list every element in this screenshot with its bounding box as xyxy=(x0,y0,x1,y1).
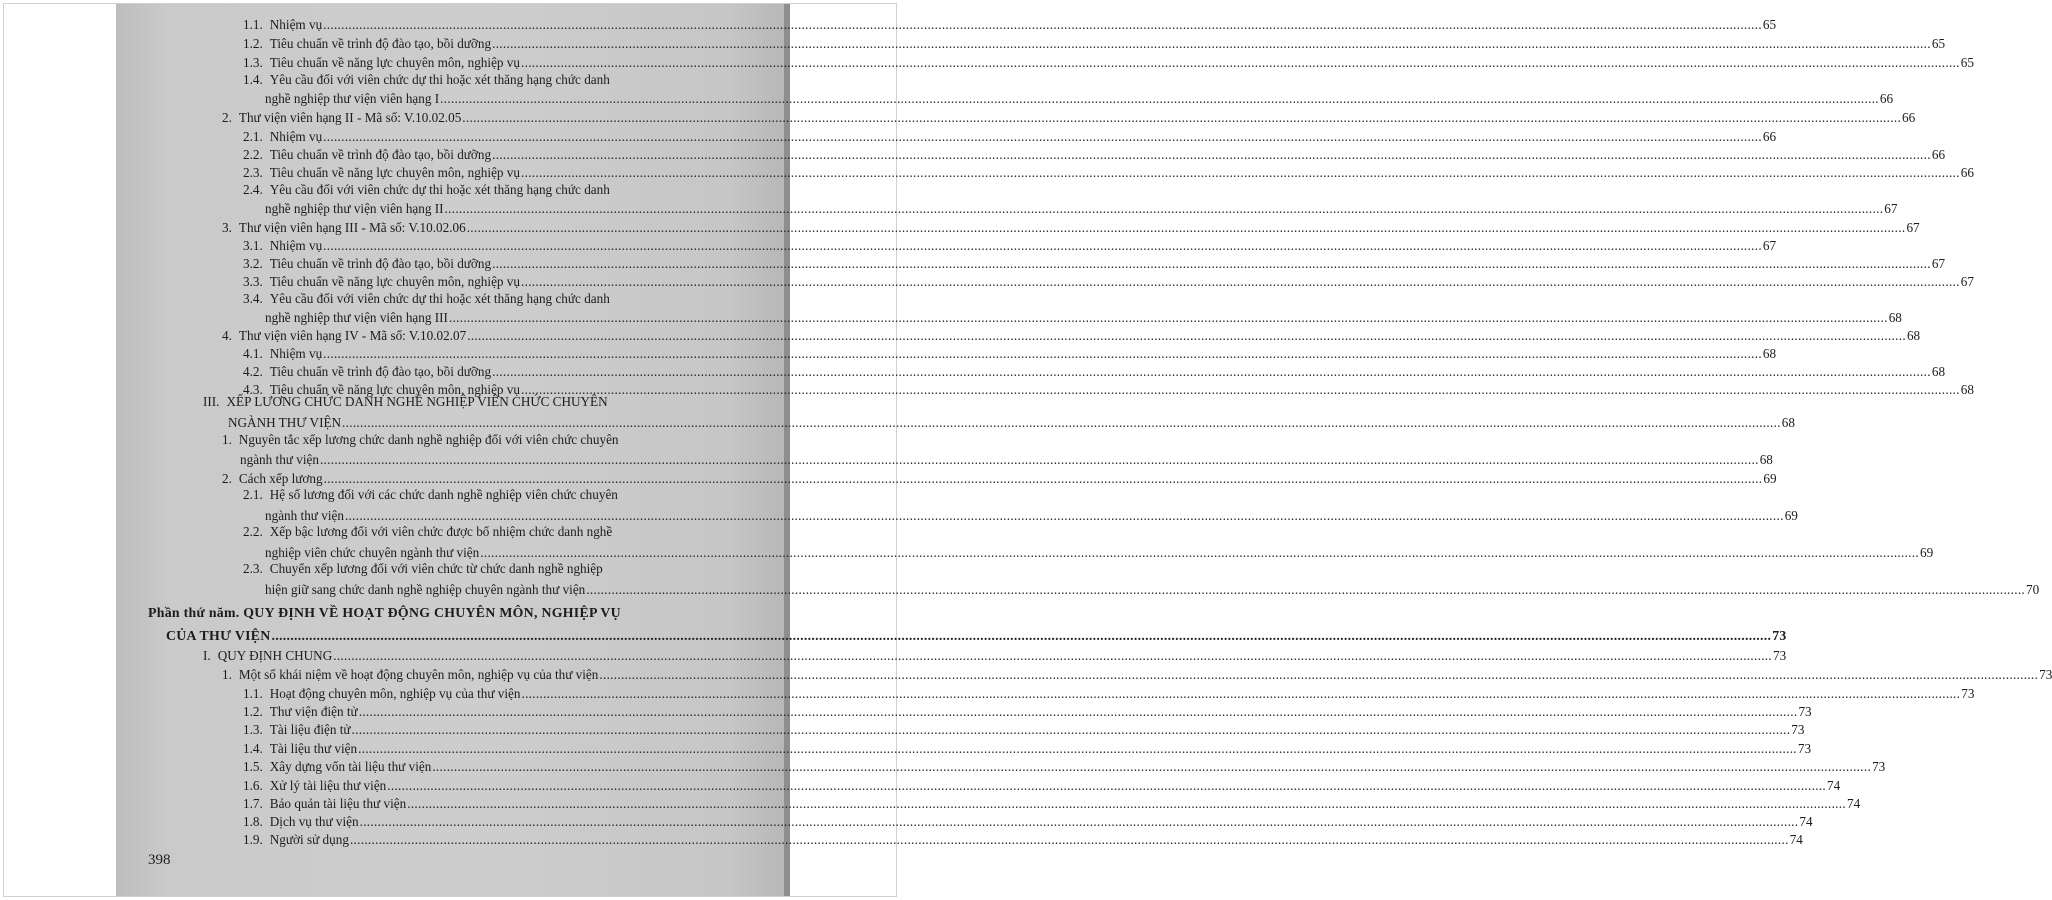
toc-entry xyxy=(265,506,1798,524)
toc-entry-title: ngành thư viện xyxy=(240,452,319,467)
toc-entry-page: 73 xyxy=(1791,722,1805,737)
toc-entry xyxy=(243,794,1861,812)
dot-leader: ................................................................................................................................................................................................................................................................................................................................................................................................................ xyxy=(319,452,1759,467)
toc-entry-page: 73 xyxy=(1798,704,1812,719)
toc-entry-number: 1.4. xyxy=(243,741,263,756)
toc-entry xyxy=(243,72,610,90)
toc-entry-page: 66 xyxy=(1902,110,1916,125)
toc-entry-title: Tiêu chuẩn về năng lực chuyên môn, nghiệp vụ xyxy=(269,274,520,289)
toc-entry-title: Tiêu chuẩn về năng lực chuyên môn, nghiệp vụ xyxy=(269,55,520,70)
toc-entry-title: Cách xếp lương xyxy=(238,471,323,486)
toc-entry xyxy=(243,487,618,505)
dot-leader: ................................................................................................................................................................................................................................................................................................................................................................................................................ xyxy=(358,741,1797,756)
toc-entry-number: 2. xyxy=(222,110,232,125)
toc-entry-title: Thư viện viên hạng IV - Mã số: V.10.02.07 xyxy=(238,328,467,343)
toc-entry-page: 67 xyxy=(1906,220,1920,235)
toc-entry-page: 66 xyxy=(1960,165,1974,180)
toc-entry-title: Tài liệu điện tử xyxy=(269,722,351,737)
toc-entry xyxy=(222,218,1920,236)
dot-leader: ................................................................................................................................................................................................................................................................................................................................................................................................................ xyxy=(351,722,1791,737)
dot-leader: ................................................................................................................................................................................................................................................................................................................................................................................................................ xyxy=(521,382,1960,397)
toc-entry-page: 69 xyxy=(1920,545,1934,560)
dot-leader: ................................................................................................................................................................................................................................................................................................................................................................................................................ xyxy=(521,686,1961,701)
dot-leader: ................................................................................................................................................................................................................................................................................................................................................................................................................ xyxy=(492,147,1931,162)
dot-leader: ................................................................................................................................................................................................................................................................................................................................................................................................................ xyxy=(586,582,2026,597)
toc-entry-title: hiện giữ sang chức danh nghề nghiệp chuyên ngành thư viện xyxy=(265,582,586,597)
toc-entry-title: Chuyển xếp lương đối với viên chức từ chức danh nghề nghiệp xyxy=(269,561,603,576)
toc-entry-page: 68 xyxy=(1960,382,1974,397)
toc-entry-number: 2.1. xyxy=(243,129,263,144)
toc-entry xyxy=(243,757,1886,775)
toc-entry xyxy=(243,524,612,542)
toc-entry-title: Phần thứ năm. QUY ĐỊNH VỀ HOẠT ĐỘNG CHUYÊN MÔN, NGHIỆP VỤ xyxy=(148,605,621,620)
toc-entry-number: 1.1. xyxy=(243,17,263,32)
toc-entry-title: QUY ĐỊNH CHUNG xyxy=(217,648,333,663)
toc-entry xyxy=(243,812,1813,830)
toc-entry-title: Xây dựng vốn tài liệu thư viện xyxy=(269,759,432,774)
toc-entry xyxy=(166,626,1787,644)
toc-entry-title: Tài liệu thư viện xyxy=(269,741,358,756)
toc-entry-page: 68 xyxy=(1888,310,1902,325)
toc-entry-page: 73 xyxy=(1872,759,1886,774)
toc-entry xyxy=(243,702,1812,720)
dot-leader: ................................................................................................................................................................................................................................................................................................................................................................................................................ xyxy=(492,36,1931,51)
toc-entry-title: nghề nghiệp thư viện viên hạng II xyxy=(265,201,444,216)
toc-entry-title: ngành thư viện xyxy=(265,508,344,523)
toc-entry-title: Thư viện viên hạng II - Mã số: V.10.02.05 xyxy=(238,110,462,125)
toc-entry-page: 73 xyxy=(1797,741,1812,756)
dot-leader: ................................................................................................................................................................................................................................................................................................................................................................................................................ xyxy=(387,778,1827,793)
toc-entry xyxy=(265,543,1934,561)
dot-leader: ................................................................................................................................................................................................................................................................................................................................................................................................................ xyxy=(521,165,1960,180)
toc-entry xyxy=(222,432,619,450)
toc-entry xyxy=(222,665,2052,683)
toc-entry-title: Một số khái niệm về hoạt động chuyên môn, nghiệp vụ của thư viện xyxy=(238,667,599,682)
toc-entry-title: Tiêu chuẩn về trình độ đào tạo, bồi dưỡng xyxy=(269,147,492,162)
toc-entry-number: 1. xyxy=(222,432,232,447)
toc-entry-number: III. xyxy=(203,394,220,409)
toc-entry xyxy=(203,394,608,412)
toc-entry-title: XẾP LƯƠNG CHỨC DANH NGHỀ NGHIỆP VIÊN CHỨC CHUYÊN xyxy=(226,394,608,409)
dot-leader: ................................................................................................................................................................................................................................................................................................................................................................................................................ xyxy=(407,796,1846,811)
toc-entry-number: 1.6. xyxy=(243,778,263,793)
toc-entry xyxy=(243,163,1974,181)
toc-entry xyxy=(222,469,1777,487)
toc-entry-number: 2.1. xyxy=(243,487,263,502)
toc-entry-page: 73 xyxy=(1772,628,1787,643)
dot-leader: ................................................................................................................................................................................................................................................................................................................................................................................................................ xyxy=(492,256,1931,271)
toc-entry-number: 1.7. xyxy=(243,796,263,811)
dot-leader: ................................................................................................................................................................................................................................................................................................................................................................................................................ xyxy=(333,648,1772,663)
dot-leader: ................................................................................................................................................................................................................................................................................................................................................................................................................ xyxy=(492,364,1931,379)
toc-entry-title: Yêu cầu đối với viên chức dự thi hoặc xét thăng hạng chức danh xyxy=(269,72,610,87)
toc-entry-page: 66 xyxy=(1762,129,1777,144)
toc-entry-page: 68 xyxy=(1781,415,1795,430)
toc-entry-title: Yêu cầu đối với viên chức dự thi hoặc xét thăng hạng chức danh xyxy=(269,291,610,306)
toc-entry-page: 73 xyxy=(2039,667,2052,682)
dot-leader: ................................................................................................................................................................................................................................................................................................................................................................................................................ xyxy=(349,832,1789,847)
dot-leader: ................................................................................................................................................................................................................................................................................................................................................................................................................ xyxy=(323,129,1762,144)
page-number: 398 xyxy=(148,852,171,868)
toc-entry-page: 65 xyxy=(1762,17,1777,32)
toc-entry xyxy=(222,326,1921,344)
toc-entry-page: 73 xyxy=(1961,686,1975,701)
toc-entry xyxy=(148,605,621,623)
toc-entry xyxy=(243,145,1946,163)
toc-entry-title: nghiệp viên chức chuyên ngành thư viện xyxy=(265,545,480,560)
dot-leader: ................................................................................................................................................................................................................................................................................................................................................................................................................ xyxy=(323,471,1763,486)
toc-entry xyxy=(265,308,1902,326)
toc-entry-number: 1.3. xyxy=(243,55,263,70)
dot-leader: ................................................................................................................................................................................................................................................................................................................................................................................................................ xyxy=(358,704,1798,719)
toc-entry-number: 4.1. xyxy=(243,346,263,361)
toc-entry-title: Nguyên tắc xếp lương chức danh nghề nghiệp đối với viên chức chuyên xyxy=(238,432,619,447)
toc-entry-title: Hoạt động chuyên môn, nghiệp vụ của thư viện xyxy=(269,686,521,701)
toc-entry-number: 1.4. xyxy=(243,72,263,87)
toc-entry-title: Tiêu chuẩn về trình độ đào tạo, bồi dưỡng xyxy=(269,256,492,271)
toc-entry-page: 67 xyxy=(1762,238,1777,253)
dot-leader: ................................................................................................................................................................................................................................................................................................................................................................................................................ xyxy=(467,328,1906,343)
toc-entry xyxy=(265,199,1898,217)
toc-entry-number: 1. xyxy=(222,667,232,682)
toc-entry-title: Tiêu chuẩn về trình độ đào tạo, bồi dưỡng xyxy=(269,36,492,51)
toc-entry xyxy=(265,580,2040,598)
toc-entry xyxy=(243,182,610,200)
toc-entry-page: 74 xyxy=(1846,796,1861,811)
toc-entry-page: 74 xyxy=(1827,778,1841,793)
toc-entry xyxy=(243,291,610,309)
toc-entry-number: 2.2. xyxy=(243,524,263,539)
toc-entry xyxy=(243,739,1812,757)
dot-leader: ................................................................................................................................................................................................................................................................................................................................................................................................................ xyxy=(466,220,1906,235)
toc-entry-page: 68 xyxy=(1762,346,1777,361)
toc-entry-page: 67 xyxy=(1960,274,1974,289)
toc-entry-title: Dịch vụ thư viện xyxy=(269,814,359,829)
toc-entry xyxy=(243,561,603,579)
toc-entry-number: 1.2. xyxy=(243,704,263,719)
toc-entry-number: 2. xyxy=(222,471,232,486)
toc-entry-number: 1.8. xyxy=(243,814,263,829)
toc-entry-title: Thư viện điện tử xyxy=(269,704,358,719)
toc-entry-title: Nhiệm vụ xyxy=(269,238,323,253)
dot-leader: ................................................................................................................................................................................................................................................................................................................................................................................................................ xyxy=(448,310,1888,325)
dot-leader: ................................................................................................................................................................................................................................................................................................................................................................................................................ xyxy=(521,55,1960,70)
toc-entry xyxy=(265,89,1894,107)
toc-entry-number: 4.2. xyxy=(243,364,263,379)
toc-entry-title: Nhiệm vụ xyxy=(269,129,323,144)
toc-entry-title: NGÀNH THƯ VIỆN xyxy=(228,415,342,430)
toc-entry xyxy=(243,362,1946,380)
dot-leader: ................................................................................................................................................................................................................................................................................................................................................................................................................ xyxy=(323,238,1762,253)
toc-entry-page: 70 xyxy=(2026,582,2040,597)
toc-entry-number: 1.5. xyxy=(243,759,263,774)
toc-entry-title: Bảo quản tài liệu thư viện xyxy=(269,796,407,811)
toc-entry xyxy=(222,108,1916,126)
toc-entry-number: 3.2. xyxy=(243,256,263,271)
dot-leader: ................................................................................................................................................................................................................................................................................................................................................................................................................ xyxy=(323,17,1762,32)
toc-entry xyxy=(243,34,1946,52)
toc-entry-page: 69 xyxy=(1784,508,1798,523)
toc-entry xyxy=(243,127,1777,145)
toc-entry-title: nghề nghiệp thư viện viên hạng I xyxy=(265,91,440,106)
toc-entry-title: Nhiệm vụ xyxy=(269,17,323,32)
toc-entry-number: 2.2. xyxy=(243,147,263,162)
toc-entry-page: 65 xyxy=(1960,55,1974,70)
toc-entry-number: 3. xyxy=(222,220,232,235)
toc-entry-number: 2.3. xyxy=(243,561,263,576)
dot-leader: ................................................................................................................................................................................................................................................................................................................................................................................................................ xyxy=(342,415,1781,430)
dot-leader: ................................................................................................................................................................................................................................................................................................................................................................................................................ xyxy=(462,110,1902,125)
toc-entry-page: 73 xyxy=(1772,648,1787,663)
dot-leader: ................................................................................................................................................................................................................................................................................................................................................................................................................ xyxy=(599,667,2039,682)
toc-entry xyxy=(243,830,1803,848)
toc-entry-number: 4. xyxy=(222,328,232,343)
toc-entry xyxy=(228,413,1795,431)
dot-leader: ................................................................................................................................................................................................................................................................................................................................................................................................................ xyxy=(440,91,1879,106)
toc-entry-number: 2.3. xyxy=(243,165,263,180)
toc-entry-title: Tiêu chuẩn về năng lực chuyên môn, nghiệp vụ xyxy=(269,165,520,180)
dot-leader: ................................................................................................................................................................................................................................................................................................................................................................................................................ xyxy=(444,201,1884,216)
toc-entry-title: Hệ số lương đối với các chức danh nghề nghiệp viên chức chuyên xyxy=(269,487,618,502)
toc-entry-number: 3.1. xyxy=(243,238,263,253)
toc-entry xyxy=(243,344,1777,362)
toc-entry-title: nghề nghiệp thư viện viên hạng III xyxy=(265,310,448,325)
toc-entry-number: 1.3. xyxy=(243,722,263,737)
toc-entry-page: 68 xyxy=(1759,452,1773,467)
toc-entry xyxy=(243,254,1946,272)
toc-entry-title: Thư viện viên hạng III - Mã số: V.10.02.06 xyxy=(238,220,466,235)
toc-entry-title: CỦA THƯ VIỆN xyxy=(166,628,271,643)
toc-entry-number: 1.9. xyxy=(243,832,263,847)
toc-entry-page: 74 xyxy=(1789,832,1803,847)
toc-entry xyxy=(243,236,1777,254)
toc-entry-number: 1.2. xyxy=(243,36,263,51)
toc-entry-title: Tiêu chuẩn về trình độ đào tạo, bồi dưỡng xyxy=(269,364,492,379)
toc-entry xyxy=(203,646,1787,664)
toc-entry-number: 3.4. xyxy=(243,291,263,306)
dot-leader: ................................................................................................................................................................................................................................................................................................................................................................................................................ xyxy=(432,759,1872,774)
toc-entry-page: 67 xyxy=(1931,256,1946,271)
toc-entry-title: Yêu cầu đối với viên chức dự thi hoặc xét thăng hạng chức danh xyxy=(269,182,610,197)
dot-leader: ................................................................................................................................................................................................................................................................................................................................................................................................................ xyxy=(323,346,1762,361)
toc-entry xyxy=(240,450,1773,468)
toc-entry xyxy=(243,720,1805,738)
toc-entry xyxy=(243,776,1841,794)
toc-entry-page: 69 xyxy=(1763,471,1777,486)
dot-leader: ................................................................................................................................................................................................................................................................................................................................................................................................................ xyxy=(521,274,1960,289)
toc-entry-title: Người sử dụng xyxy=(269,832,349,847)
toc-entry-number: 2.4. xyxy=(243,182,263,197)
toc-entry-number: 4.3. xyxy=(243,382,263,397)
toc-entry-title: Tiêu chuẩn về năng lực chuyên môn, nghiệp vụ xyxy=(269,382,520,397)
toc-entry-title: Nhiệm vụ xyxy=(269,346,323,361)
toc-entry-page: 66 xyxy=(1931,147,1946,162)
toc-entry-title: Xử lý tài liệu thư viện xyxy=(269,778,387,793)
toc-entry-page: 66 xyxy=(1879,91,1894,106)
toc-entry-page: 74 xyxy=(1799,814,1813,829)
toc-entry xyxy=(243,15,1777,33)
toc-entry-number: 1.1. xyxy=(243,686,263,701)
toc-entry-page: 68 xyxy=(1931,364,1946,379)
toc-entry xyxy=(243,684,1975,702)
toc-entry-number: I. xyxy=(203,648,211,663)
toc-entry xyxy=(243,272,1974,290)
toc-entry-page: 67 xyxy=(1884,201,1898,216)
dot-leader: ................................................................................................................................................................................................................................................................................................................................................................................................................ xyxy=(344,508,1784,523)
toc-entry xyxy=(243,53,1974,71)
toc-entry-title: Xếp bậc lương đối với viên chức được bổ nhiệm chức danh nghề xyxy=(269,524,613,539)
toc-entry-number: 3.3. xyxy=(243,274,263,289)
dot-leader: ................................................................................................................................................................................................................................................................................................................................................................................................................ xyxy=(480,545,1919,560)
toc-entry-page: 68 xyxy=(1906,328,1921,343)
dot-leader: ................................................................................................................................................................................................................................................................................................................................................................................................................ xyxy=(359,814,1799,829)
dot-leader: ................................................................................................................................................................................................................................................................................................................................................................................................................ xyxy=(271,628,1772,643)
toc-entry-page: 65 xyxy=(1931,36,1946,51)
